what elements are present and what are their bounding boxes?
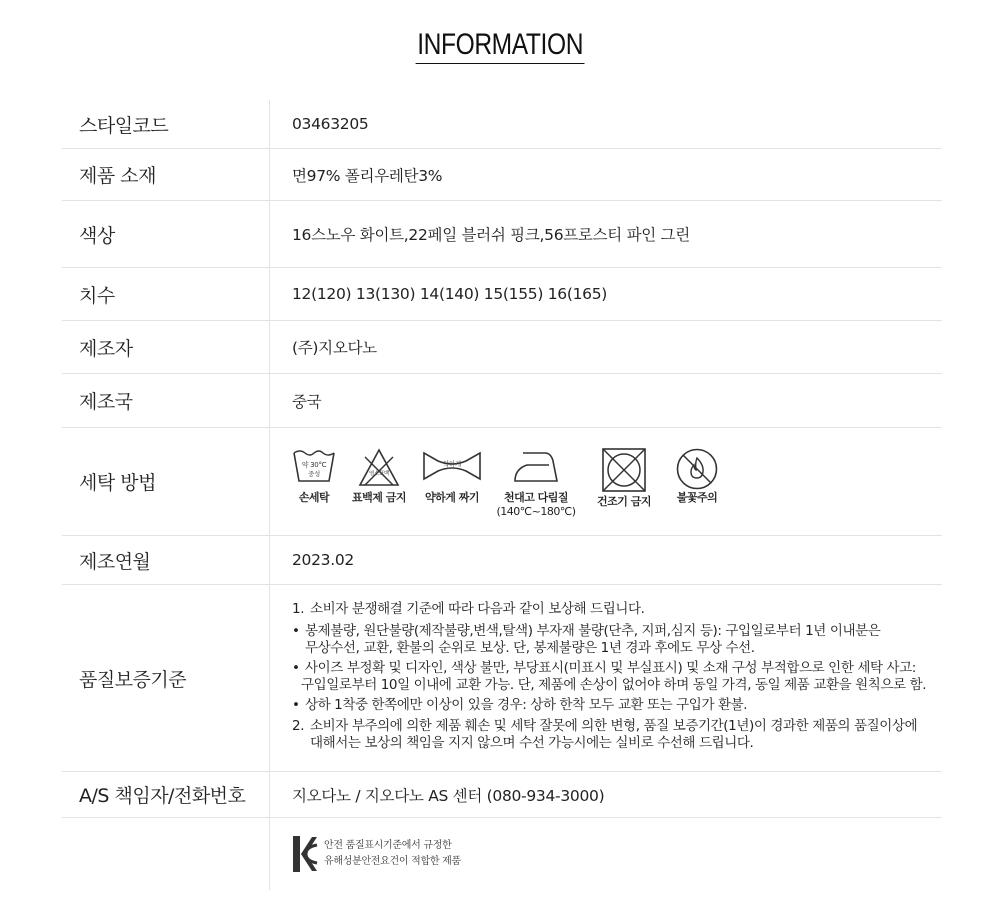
quality-item-2-num: 2. <box>292 718 305 734</box>
as-label: A/S 책임자/전화번호 <box>62 772 270 817</box>
washing-label: 세탁 방법 <box>62 428 270 535</box>
hand-wash-icon <box>292 447 336 485</box>
no-bleach-icon <box>357 447 401 489</box>
quality-bullet-3 <box>292 697 926 714</box>
wring-icon <box>421 447 483 485</box>
quality-item-1-text: 소비자 분쟁해결 기준에 따라 다음과 같이 보상해 드립니다. <box>310 601 645 617</box>
row-as <box>62 772 942 818</box>
country-label: 제조국 <box>62 374 270 427</box>
quality-label: 품질보증기준 <box>62 585 270 771</box>
row-date <box>62 536 942 585</box>
row-kc <box>62 818 942 890</box>
care-hand-wash <box>292 447 336 519</box>
iron-temp-range: (140℃~180℃) <box>496 504 576 518</box>
bullet: • <box>292 697 300 713</box>
row-size <box>62 268 942 321</box>
row-maker <box>62 321 942 374</box>
kc-text-line-1: 안전 품질표시기준에서 규정한 <box>324 840 452 851</box>
iron-icon <box>511 447 561 485</box>
fire-caution-icon <box>675 447 719 491</box>
header <box>0 28 1000 64</box>
kc-text-line-2: 유해성분안전요건이 적합한 제품 <box>324 856 461 867</box>
quality-bullet-1-line-1: 봉제불량, 원단불량(제작불량,변색,탈색) 부자재 불량(단추, 지퍼,심지 등): 구입일로부터 1년 이내분은 <box>305 623 881 639</box>
bullet: • <box>292 623 300 639</box>
as-value: 지오다노 / 지오다노 AS 센터 (080-934-3000) <box>292 786 605 805</box>
material-value: 면97% 폴리우레탄3% <box>292 166 443 185</box>
maker-label: 제조자 <box>62 321 270 373</box>
row-quality <box>62 585 942 772</box>
kc-mark <box>292 835 461 873</box>
fire-label: 불꽃주의 <box>676 490 718 504</box>
care-fire <box>672 447 722 519</box>
wring-label: 약하게 짜기 <box>425 490 479 504</box>
material-label: 제품 소재 <box>62 149 270 200</box>
washing-value <box>270 428 942 535</box>
quality-item-1 <box>292 601 926 618</box>
no-bleach-inner: 염소표백 <box>368 470 390 477</box>
size-label: 치수 <box>62 268 270 320</box>
page-title: INFORMATION <box>415 28 584 64</box>
no-tumble-dry-icon <box>601 447 647 493</box>
quality-bullet-2 <box>292 660 926 694</box>
date-label: 제조연월 <box>62 536 270 584</box>
color-label: 색상 <box>62 201 270 267</box>
quality-bullet-2-line-2: 구입일로부터 10일 이내에 교환 가능. 단, 제품에 손상이 없어야 하며 동일 가격, 동일 제품 교환을 원칙으로 함. <box>301 677 927 693</box>
style-code-value: 03463205 <box>292 115 369 133</box>
no-tumble-label: 건조기 금지 <box>597 494 651 508</box>
no-bleach-label: 표백제 금지 <box>352 490 406 504</box>
care-gentle-wring <box>420 447 484 519</box>
care-iron <box>496 447 576 519</box>
country-value: 중국 <box>292 392 322 411</box>
bullet: • <box>292 660 300 676</box>
size-value: 12(120) 13(130) 14(140) 15(155) 16(165) <box>292 285 608 303</box>
quality-item-2 <box>292 718 926 752</box>
quality-bullet-1 <box>292 623 926 657</box>
quality-value <box>270 585 942 771</box>
quality-bullet-3-line-1: 상하 1착중 한쪽에만 이상이 있을 경우: 상하 한착 모두 교환 또는 구입가 환불. <box>305 697 748 713</box>
color-value: 16스노우 화이트,22페일 블러쉬 핑크,56프로스티 파인 그린 <box>292 226 690 244</box>
quality-item-2-line-2: 대해서는 보상의 책임을 지지 않으며 수선 가능시에는 실비로 수선해 드립니다. <box>310 735 754 751</box>
row-color <box>62 201 942 268</box>
quality-bullet-1-line-2: 무상수선, 교환, 환불의 순위로 보상. 단, 봉제불량은 1년 경과 후에도 무상 수선. <box>305 640 755 656</box>
row-washing <box>62 428 942 536</box>
kc-label-cell <box>62 818 270 890</box>
care-no-bleach <box>350 447 408 519</box>
quality-text <box>292 599 926 757</box>
wring-inner: 약하게 <box>443 459 461 468</box>
hand-wash-neutral: 중성 <box>308 469 320 478</box>
maker-value: (주)지오다노 <box>292 339 377 357</box>
hand-wash-temp: 약 30°C <box>301 460 327 469</box>
quality-item-2-line-1: 소비자 부주의에 의한 제품 훼손 및 세탁 잘못에 의한 변형, 품질 보증기간(1년)이 경과한 제품의 품질이상에 <box>310 718 918 734</box>
info-table <box>62 100 942 890</box>
row-material <box>62 149 942 201</box>
row-country <box>62 374 942 428</box>
care-icons <box>292 445 722 519</box>
care-no-tumble <box>594 447 654 519</box>
quality-bullet-2-line-1: 사이즈 부정확 및 디자인, 색상 불만, 부당표시(미표시 및 부실표시) 및 소재 구성 부적합으로 인한 세탁 사고: <box>305 660 916 676</box>
kc-value <box>270 818 942 890</box>
hand-wash-label: 손세탁 <box>298 490 330 504</box>
style-code-label: 스타일코드 <box>62 100 270 148</box>
kc-certification-icon <box>292 835 318 873</box>
date-value: 2023.02 <box>292 551 354 569</box>
row-style-code <box>62 100 942 149</box>
iron-label: 천대고 다림질 <box>503 490 569 504</box>
kc-text <box>324 838 461 870</box>
quality-item-1-num: 1. <box>292 601 305 617</box>
